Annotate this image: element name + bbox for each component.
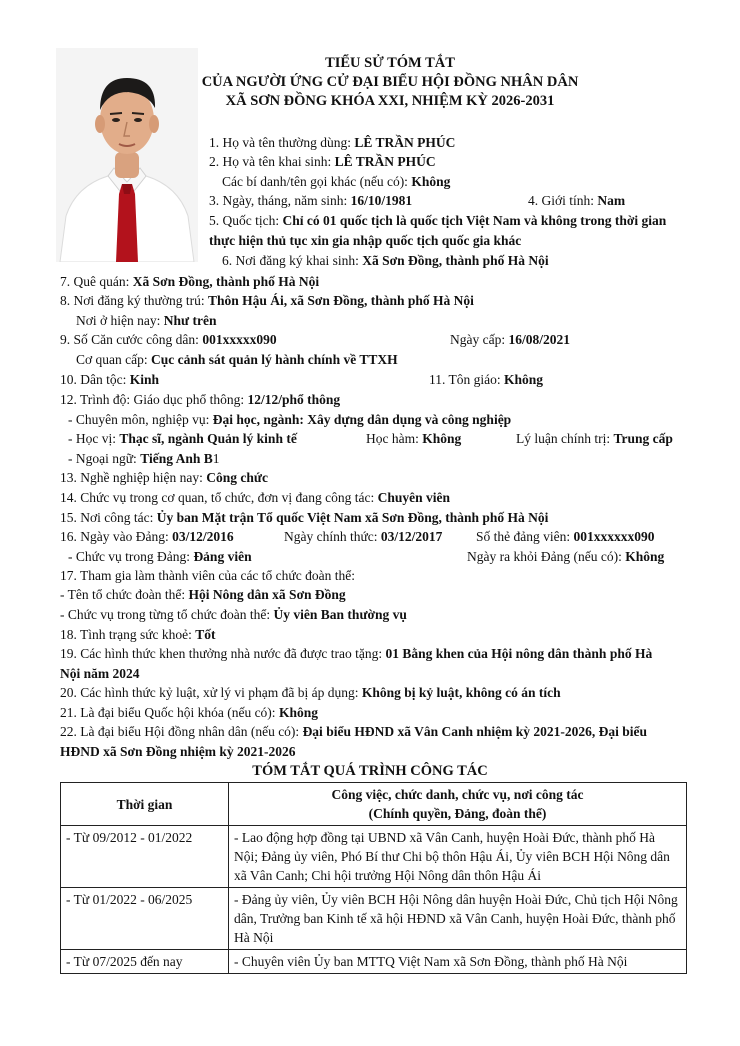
field-label: - Chức vụ trong từng tổ chức đoàn thể: [60, 607, 271, 622]
field-value: 01 Bằng khen của Hội nông dân thành phố Hà [385, 646, 653, 661]
field-label: Cơ quan cấp: [76, 352, 148, 367]
field-value: Tốt [195, 627, 216, 642]
field-value: LÊ TRẦN PHÚC [334, 154, 436, 169]
field-label: - Chức vụ trong Đảng: [68, 549, 191, 564]
field-value: Ủy viên Ban thường vụ [273, 607, 407, 622]
field-label: 6. Nơi đăng ký khai sinh: [222, 253, 359, 268]
field-party-join-date [60, 528, 234, 545]
field-party-leave [467, 548, 664, 565]
field-value: Không [422, 431, 462, 446]
field-label: 14. Chức vụ trong cơ quan, tổ chức, đơn vị đang công tác: [60, 490, 375, 505]
field-current-residence [76, 312, 217, 329]
field-label: 1. Họ và tên thường dùng: [209, 135, 351, 150]
field-discipline [60, 684, 561, 701]
field-value: Hội Nông dân xã Sơn Đồng [188, 587, 346, 602]
field-value: Kinh [129, 372, 160, 387]
field-label: 7. Quê quán: [60, 274, 130, 289]
field-permanent-residence [60, 292, 474, 309]
field-label: 17. Tham gia làm thành viên của các tổ chức đoàn thể: [60, 568, 355, 583]
field-label: 15. Nơi công tác: [60, 510, 154, 525]
work-description: - Đảng ủy viên, Ủy viên BCH Hội Nông dân huyện Hoài Đức, Chủ tịch Hội Nông dân, Trưởng ban Kinh tế xã hội HĐND xã Vân Canh, huyện Hoài Đức, thành phố Hà Nội [229, 888, 687, 950]
work-description: - Lao động hợp đồng tại UBND xã Vân Canh, huyện Hoài Đức, thành phố Hà Nội; Đảng ủy viên, Phó Bí thư Chi bộ thôn Hậu Ái, Ủy viên BCH Hội Nông dân xã Vân Canh; Chi hội trưởng Hội Nông dân thôn Hậu Ái [229, 826, 687, 888]
field-ethnicity [60, 371, 159, 388]
field-birth-registration [222, 252, 549, 269]
field-nationality [209, 212, 666, 229]
field-value: Ủy ban Mặt trận Tổ quốc Việt Nam xã Sơn Đồng, thành phố Hà Nội [156, 510, 549, 525]
field-issuing-agency [76, 351, 398, 368]
column-header-job-title: Công việc, chức danh, chức vụ, nơi công tác [331, 787, 584, 802]
field-value: Không [504, 372, 544, 387]
field-label: Ngày ra khỏi Đảng (nếu có): [467, 549, 622, 564]
field-label: 10. Dân tộc: [60, 372, 127, 387]
field-value: 16/08/2021 [508, 332, 570, 347]
field-value: Cục cảnh sát quản lý hành chính về TTXH [151, 352, 398, 367]
field-label: 18. Tình trạng sức khoẻ: [60, 627, 192, 642]
portrait-photo [56, 48, 198, 262]
field-hometown [60, 273, 319, 290]
field-education [60, 391, 340, 408]
field-value: Chỉ có 01 quốc tịch là quốc tịch Việt Nam và không trong thời gian [282, 213, 667, 228]
work-description: - Chuyên viên Ủy ban MTTQ Việt Nam xã Sơn Đồng, thành phố Hà Nội [229, 950, 687, 974]
field-value: 001xxxxx090 [202, 332, 277, 347]
field-peoples-council-cont [60, 743, 296, 760]
field-label: Ngày chính thức: [284, 529, 378, 544]
table-header-row [61, 783, 687, 826]
field-value: Không [625, 549, 665, 564]
field-issue-date [450, 331, 570, 348]
field-major [68, 411, 511, 428]
field-party-position [68, 548, 252, 565]
field-value: LÊ TRẦN PHÚC [354, 135, 456, 150]
field-label: 13. Nghề nghiệp hiện nay: [60, 470, 203, 485]
field-label: - Chuyên môn, nghiệp vụ: [68, 412, 210, 427]
field-academic-rank [366, 430, 461, 447]
field-religion [429, 371, 543, 388]
field-value: Xã Sơn Đồng, thành phố Hà Nội [362, 253, 549, 268]
field-label: 19. Các hình thức khen thưởng nhà nước đã được trao tặng: [60, 646, 383, 661]
field-occupation [60, 469, 268, 486]
column-header-time: Thời gian [61, 783, 229, 826]
field-value: Nam [597, 193, 626, 208]
field-value: Tiếng Anh B [140, 451, 213, 466]
field-organizations [60, 567, 355, 584]
field-label: 16. Ngày vào Đảng: [60, 529, 169, 544]
field-citizen-id [60, 331, 277, 348]
field-value-suffix: 1 [212, 451, 220, 466]
field-label: 12. Trình độ: Giáo dục phổ thông: [60, 392, 245, 407]
field-peoples-council [60, 723, 647, 740]
field-position [60, 489, 450, 506]
field-political-theory [516, 430, 673, 447]
field-value: Không [411, 174, 451, 189]
field-awards-cont [60, 665, 140, 682]
field-value: Đại biểu HĐND xã Vân Canh nhiệm kỳ 2021-2026, Đại biểu [302, 724, 647, 739]
field-birth-name [209, 153, 436, 170]
field-label: - Ngoại ngữ: [68, 451, 137, 466]
column-header-job-subtitle: (Chính quyền, Đảng, đoàn thể) [368, 806, 547, 821]
table-row [61, 888, 687, 950]
field-value: Không [278, 705, 318, 720]
field-alias [222, 173, 450, 190]
field-label: Ngày cấp: [450, 332, 506, 347]
field-label: 2. Họ và tên khai sinh: [209, 154, 332, 169]
field-value: Đảng viên [193, 549, 252, 564]
work-time: - Từ 01/2022 - 06/2025 [61, 888, 229, 950]
field-value: 12/12/phổ thông [247, 392, 341, 407]
field-value: Trung cấp [613, 431, 673, 446]
field-national-assembly [60, 704, 318, 721]
table-row [61, 826, 687, 888]
field-nationality-cont [209, 232, 521, 249]
field-label: - Tên tổ chức đoàn thể: [60, 587, 186, 602]
column-header-job [229, 783, 687, 826]
field-value: 03/12/2016 [172, 529, 234, 544]
field-value: 03/12/2017 [380, 529, 443, 544]
document-subtitle: CỦA NGƯỜI ỨNG CỬ ĐẠI BIỂU HỘI ĐỒNG NHÂN DÂN [201, 74, 579, 90]
field-value: Công chức [206, 470, 268, 485]
work-history-table [60, 782, 687, 974]
field-common-name [209, 134, 455, 151]
field-workplace [60, 509, 548, 526]
work-history-heading: TÓM TẮT QUÁ TRÌNH CÔNG TÁC [252, 763, 488, 779]
field-value: Nội năm 2024 [60, 666, 140, 681]
field-health [60, 626, 216, 643]
field-party-official-date [284, 528, 442, 545]
field-birth-date [209, 192, 412, 209]
field-label: 3. Ngày, tháng, năm sinh: [209, 193, 348, 208]
portrait-photo-icon [56, 48, 198, 262]
field-label: 9. Số Căn cước công dân: [60, 332, 199, 347]
field-organization-name [60, 586, 346, 603]
field-label: 21. Là đại biểu Quốc hội khóa (nếu có): [60, 705, 276, 720]
field-value: Đại học, ngành: Xây dựng dân dụng và công nghiệp [212, 412, 512, 427]
field-value: Thôn Hậu Ái, xã Sơn Đồng, thành phố Hà Nội [207, 293, 474, 308]
field-label: 4. Giới tính: [528, 193, 595, 208]
field-organization-position [60, 606, 407, 623]
field-foreign-language [68, 450, 219, 467]
field-value: 16/10/1981 [350, 193, 413, 208]
field-awards [60, 645, 652, 662]
field-label: 22. Là đại biểu Hội đồng nhân dân (nếu có): [60, 724, 300, 739]
field-value: thực hiện thủ tục xin gia nhập quốc tịch quốc gia khác [209, 233, 522, 248]
field-academic-degree [68, 430, 297, 447]
field-value: Chuyên viên [377, 490, 450, 505]
work-time: - Từ 09/2012 - 01/2022 [61, 826, 229, 888]
field-value: Thạc sĩ, ngành Quản lý kinh tế [119, 431, 297, 446]
document-term: XÃ SƠN ĐỒNG KHÓA XXI, NHIỆM KỲ 2026-2031 [225, 93, 555, 109]
field-label: 20. Các hình thức kỷ luật, xử lý vi phạm đã bị áp dụng: [60, 685, 359, 700]
field-label: Lý luận chính trị: [516, 431, 611, 446]
field-value: 001xxxxxx090 [573, 529, 655, 544]
field-value: Như trên [163, 313, 217, 328]
field-label: 5. Quốc tịch: [209, 213, 280, 228]
field-label: - Học vị: [68, 431, 116, 446]
field-party-card [476, 528, 655, 545]
field-label: Học hàm: [366, 431, 419, 446]
field-value: Không bị kỷ luật, không có án tích [361, 685, 561, 700]
field-label: 8. Nơi đăng ký thường trú: [60, 293, 205, 308]
work-time: - Từ 07/2025 đến nay [61, 950, 229, 974]
field-gender [528, 192, 625, 209]
field-label: Các bí danh/tên gọi khác (nếu có): [222, 174, 408, 189]
field-label: Nơi ở hiện nay: [76, 313, 161, 328]
field-label: Số thẻ đảng viên: [476, 529, 571, 544]
table-row [61, 950, 687, 974]
document-title: TIỂU SỬ TÓM TẮT [325, 55, 455, 71]
field-value: Xã Sơn Đồng, thành phố Hà Nội [132, 274, 320, 289]
field-value: HĐND xã Sơn Đồng nhiệm kỳ 2021-2026 [60, 744, 296, 759]
field-label: 11. Tôn giáo: [429, 372, 501, 387]
